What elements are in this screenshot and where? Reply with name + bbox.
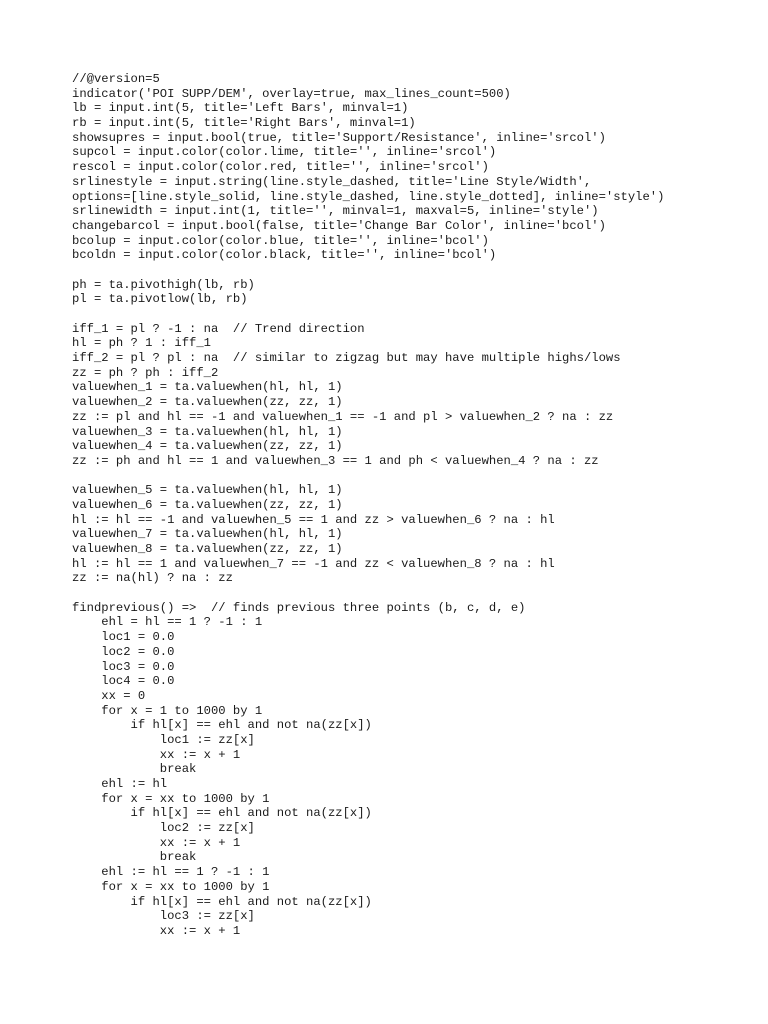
code-line: valuewhen_2 = ta.valuewhen(zz, zz, 1) [72,395,343,410]
code-line: if hl[x] == ehl and not na(zz[x]) [72,718,372,733]
code-line: loc3 := zz[x] [72,909,255,924]
code-line: xx := x + 1 [72,835,241,850]
code-line: valuewhen_5 = ta.valuewhen(hl, hl, 1) [72,483,343,498]
code-line: changebarcol = input.bool(false, title='Change Bar Color', inline='bcol') [72,218,606,233]
code-line: options=[line.style_solid, line.style_dashed, line.style_dotted], inline='style') [72,189,665,204]
code-line [72,469,752,484]
code-line [72,263,752,278]
code-line: hl := hl == 1 and valuewhen_7 == -1 and zz < valuewhen_8 ? na : hl [72,556,555,571]
code-line: xx = 0 [72,688,146,703]
code-line: rb = input.int(5, title='Right Bars', minval=1) [72,116,416,131]
code-line: zz := pl and hl == -1 and valuewhen_1 == -1 and pl > valuewhen_2 ? na : zz [72,409,614,424]
code-line: for x = 1 to 1000 by 1 [72,703,263,718]
code-line: indicator('POI SUPP/DEM', overlay=true, max_lines_count=500) [72,86,511,101]
code-line: break [72,850,197,865]
code-line: ehl := hl == 1 ? -1 : 1 [72,865,270,880]
code-line: loc2 := zz[x] [72,821,255,836]
code-line: xx := x + 1 [72,923,241,938]
code-line: bcolup = input.color(color.blue, title='', inline='bcol') [72,233,489,248]
code-line: valuewhen_1 = ta.valuewhen(hl, hl, 1) [72,380,343,395]
code-line: loc1 := zz[x] [72,732,255,747]
code-line: findprevious() => // finds previous three points (b, c, d, e) [72,600,526,615]
code-line: for x = xx to 1000 by 1 [72,879,270,894]
code-line: srlinewidth = input.int(1, title='', minval=1, maxval=5, inline='style') [72,204,599,219]
code-line: valuewhen_3 = ta.valuewhen(hl, hl, 1) [72,424,343,439]
code-line: zz := na(hl) ? na : zz [72,571,233,586]
code-line [72,586,752,601]
code-line: for x = xx to 1000 by 1 [72,791,270,806]
code-line: valuewhen_8 = ta.valuewhen(zz, zz, 1) [72,542,343,556]
code-line: if hl[x] == ehl and not na(zz[x]) [72,894,372,909]
code-line: break [72,762,197,777]
code-line: valuewhen_6 = ta.valuewhen(zz, zz, 1) [72,497,343,512]
code-line: showsupres = input.bool(true, title='Support/Resistance', inline='srcol') [72,130,606,145]
code-line: srlinestyle = input.string(line.style_dashed, title='Line Style/Width', [72,174,592,189]
code-line: bcoldn = input.color(color.black, title='', inline='bcol') [72,248,497,263]
code-line: rescol = input.color(color.red, title='', inline='srcol') [72,160,489,175]
code-line: //@version=5 [72,72,160,86]
code-line: xx := x + 1 [72,747,241,762]
code-line: iff_1 = pl ? -1 : na // Trend direction [72,321,365,336]
code-line: if hl[x] == ehl and not na(zz[x]) [72,806,372,821]
code-line: valuewhen_7 = ta.valuewhen(hl, hl, 1) [72,527,343,542]
code-line: supcol = input.color(color.lime, title='', inline='srcol') [72,145,497,160]
code-line: hl := hl == -1 and valuewhen_5 == 1 and zz > valuewhen_6 ? na : hl [72,512,555,527]
code-line: ph = ta.pivothigh(lb, rb) [72,277,255,292]
code-line: loc2 = 0.0 [72,644,175,659]
code-line: loc1 = 0.0 [72,630,175,645]
code-line: valuewhen_4 = ta.valuewhen(zz, zz, 1) [72,439,343,454]
code-line: loc4 = 0.0 [72,674,175,689]
code-line: loc3 = 0.0 [72,659,175,674]
code-line: zz := ph and hl == 1 and valuewhen_3 == 1 and ph < valuewhen_4 ? na : zz [72,453,599,468]
code-line: ehl = hl == 1 ? -1 : 1 [72,615,263,630]
code-line [72,307,752,322]
code-line: iff_2 = pl ? pl : na // similar to zigzag but may have multiple highs/lows [72,351,621,366]
code-line: pl = ta.pivotlow(lb, rb) [72,292,248,307]
code-listing [72,72,752,939]
code-line: zz = ph ? ph : iff_2 [72,365,219,380]
code-line: hl = ph ? 1 : iff_1 [72,336,211,351]
code-line: ehl := hl [72,777,168,791]
code-line: lb = input.int(5, title='Left Bars', minval=1) [72,101,409,116]
